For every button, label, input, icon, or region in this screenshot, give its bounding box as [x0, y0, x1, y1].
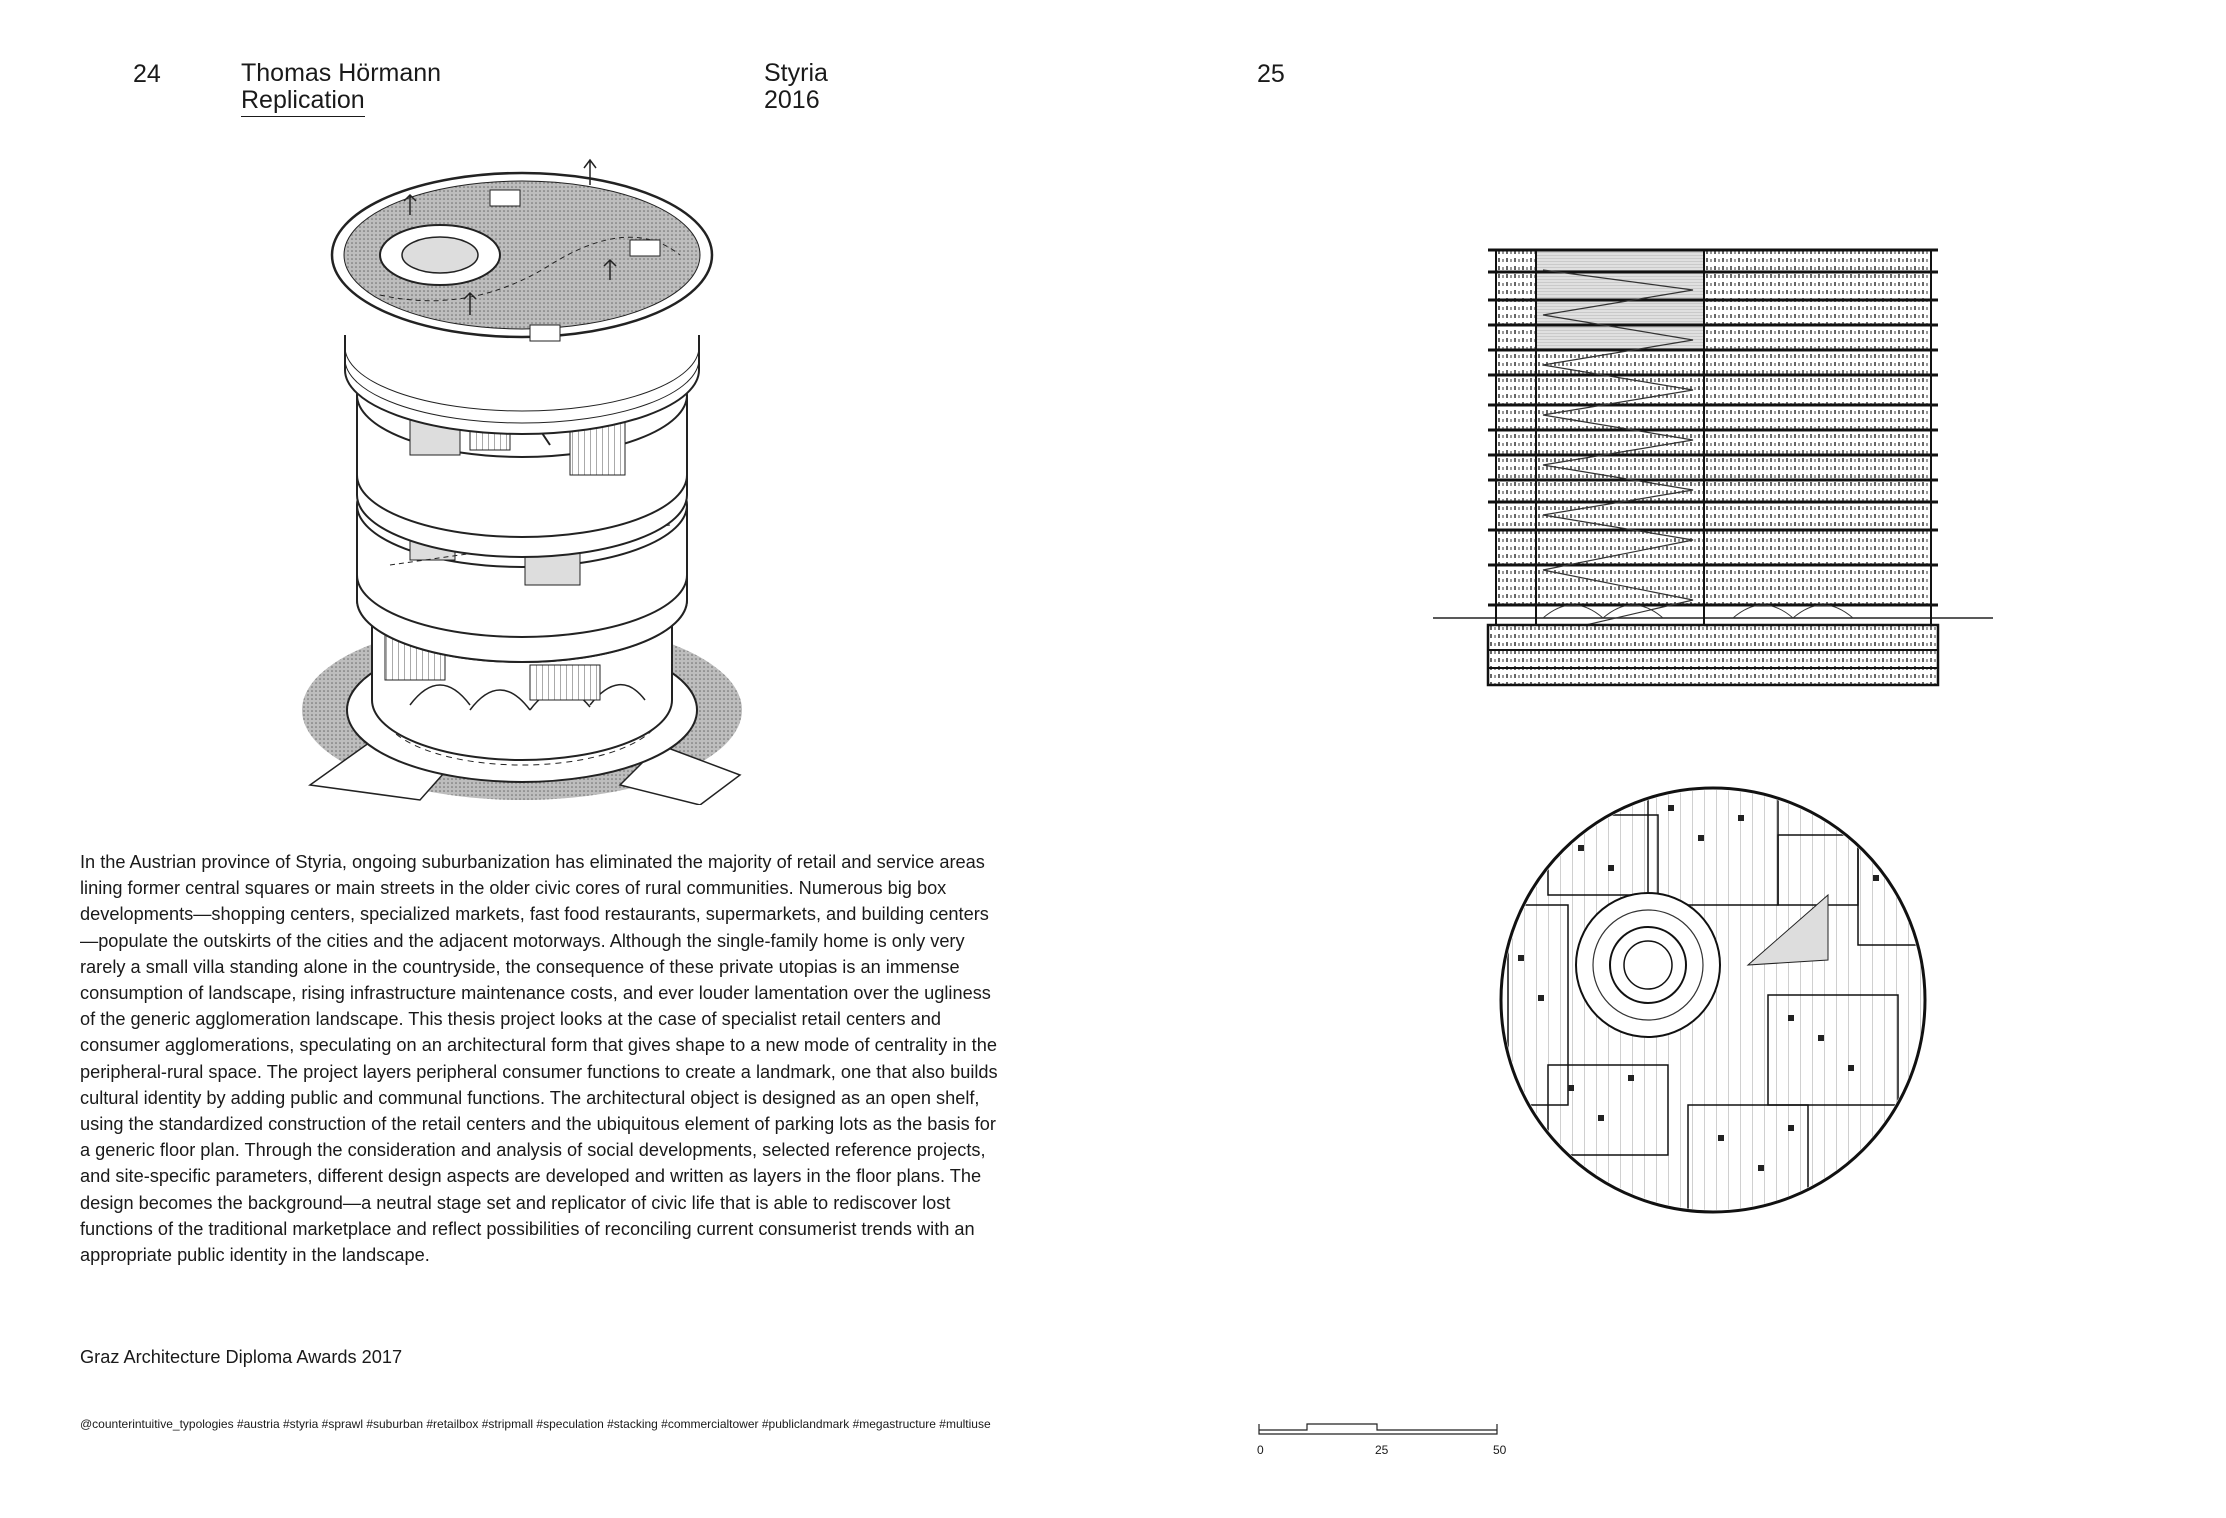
project-description: In the Austrian province of Styria, ongoing suburbanization has eliminated the majority of retail and service areas lining former central squares or main streets in the older civic cores of rural communities. Numerous big box developments—shopping centers, specialized markets, fast food restaurants, supermarkets, and building centers—populate the outskirts of the cities and the adjacent motorways. Although the single-family home is only very rarely a small villa standing alone in the countryside, the consequence of these private utopias is an immense consumption of landscape, rising infrastructure maintenance costs, and ever louder lamentation over the ugliness of the generic agglomeration landscape. This thesis project looks at the case of specialist retail centers and consumer agglomerations, speculating on an architectural form that gives shape to a new mode of centrality in the peripheral-rural space. The project layers peripheral consumer functions to create a landmark, one that also builds cultural identity by adding public and communal functions. The architectural object is designed as an open shelf, using the standardized construction of the retail centers and the ubiquitous element of parking lots as the basis for a generic floor plan. Through the consideration and analysis of social developments, selected reference projects, and site-specific parameters, different design aspects are developed and written as layers in the floor plans. The design becomes the background—a neutral stage set and replicator of civic life that is able to rediscover lost functions of the traditional marketplace and reflect possibilities of reconciling current consumerist trends with an appropriate public identity in the landscape.: [80, 852, 998, 1266]
page-number-left: 24: [133, 60, 161, 88]
project-title: Replication: [241, 87, 365, 117]
scale-label-25: 25: [1375, 1443, 1389, 1457]
scale-label-0: 0: [1257, 1443, 1264, 1457]
author-name: Thomas Hörmann: [241, 59, 442, 87]
section-drawing: [1433, 240, 1993, 690]
location-block: [764, 60, 828, 114]
axonometric-drawing: [290, 145, 760, 805]
right-page: [1113, 0, 2226, 1518]
hashtag-list: @counterintuitive_typologies #austria #styria #sprawl #suburban #retailbox #stripmall #speculation #stacking #commercialtower #publiclandmark #megastructure #multiuse: [80, 1417, 991, 1431]
scale-label-50: 50: [1493, 1443, 1507, 1457]
floor-plan-drawing: [1488, 775, 1938, 1225]
award-credit: Graz Architecture Diploma Awards 2017: [80, 1347, 403, 1367]
location: Styria: [764, 59, 828, 87]
author-block: [241, 60, 441, 117]
scale-bar: [1257, 1420, 1507, 1440]
page-number-right: 25: [1257, 60, 1285, 88]
year: 2016: [764, 86, 820, 114]
